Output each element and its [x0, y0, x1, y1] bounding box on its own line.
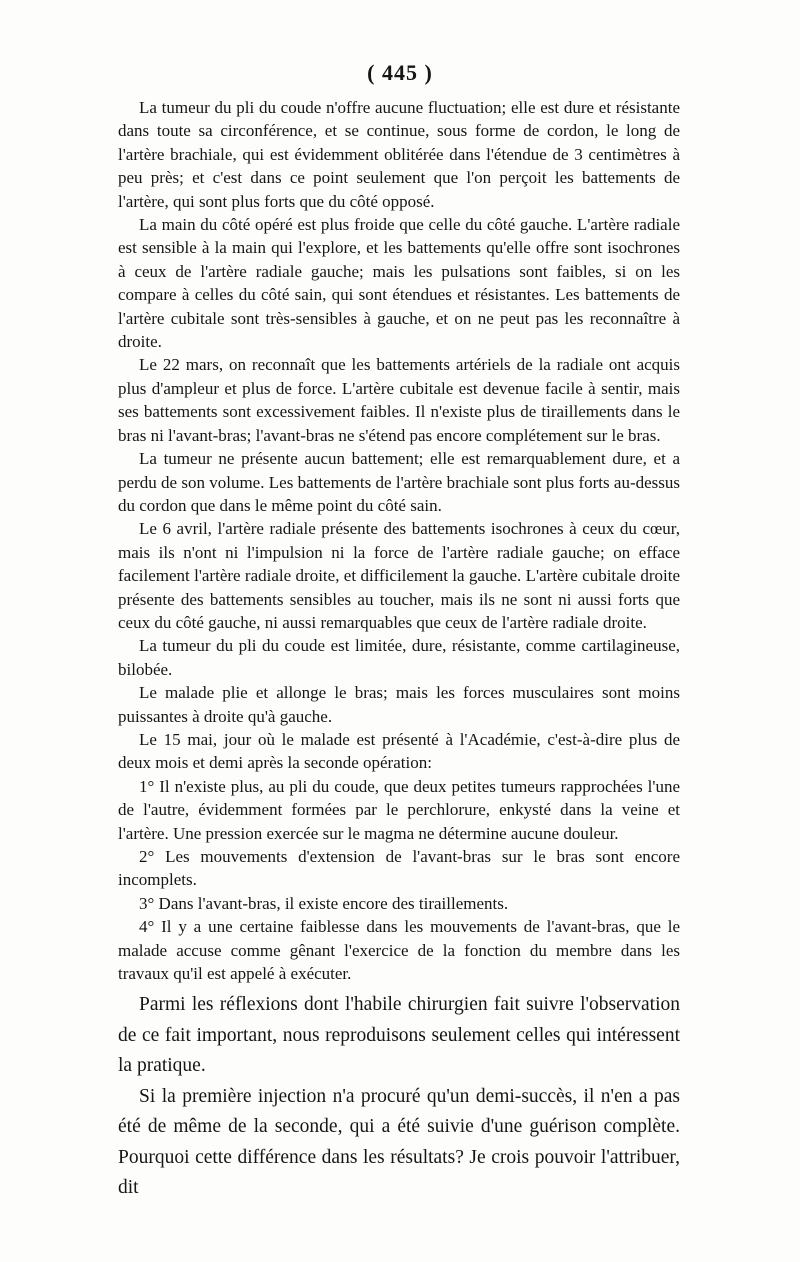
paragraph-may-15: Le 15 mai, jour où le malade est présenté à l'Académie, c'est-à-dire plus de deux mois et demi après la seconde opération:	[118, 729, 680, 773]
paragraph-april-6: Le 6 avril, l'artère radiale présente des battements isochrones à ceux du cœur, mais ils n'ont ni l'impulsion ni la force de l'artère radiale gauche; on efface facilement l'artère radiale droite, et difficilement la gauche. L'artère cubitale droite présente des battements sensibles au toucher, mais ils ne sont ni aussi forts que ceux du côté gauche, ni aussi remarquables que ceux de l'artère radiale droite.	[118, 519, 680, 632]
list-item-1: 1° Il n'existe plus, au pli du coude, que deux petites tumeurs rapprochées l'une de l'autre, évidemment formées par le perchlorure, enkysté dans la veine et l'artère. Une pression exercée sur le magma ne détermine aucune douleur.	[118, 776, 680, 843]
page-number: ( 445 )	[367, 60, 433, 85]
paragraph-first-injection: Si la première injection n'a procuré qu'un demi-succès, il n'en a pas été de même de la seconde, qui a été suivie d'une guérison complète. Pourquoi cette différence dans les résultats? Je crois pouvoir l'attribuer, dit	[118, 1085, 680, 1198]
observation-text	[118, 96, 680, 985]
list-item-4: 4° Il y a une certaine faiblesse dans les mouvements de l'avant-bras, que le malade accuse comme gênant l'exercice de la fonction du membre dans les travaux qu'il est appelé à exécuter.	[118, 917, 680, 984]
paragraph-march-22: Le 22 mars, on reconnaît que les battements artériels de la radiale ont acquis plus d'ampleur et plus de force. L'artère cubitale est devenue facile à sentir, mais ses battements sont excessivement faibles. Il n'existe plus de tiraillements dans le bras ni l'avant-bras; l'avant-bras ne s'étend pas encore complétement sur le bras.	[118, 355, 680, 445]
commentary-text	[118, 990, 680, 1204]
paragraph-arm-movement: Le malade plie et allonge le bras; mais les forces musculaires sont moins puissantes à droite qu'à gauche.	[118, 683, 680, 726]
paragraph-reflections: Parmi les réflexions dont l'habile chirurgien fait suivre l'observation de ce fait important, nous reproduisons seulement celles qui intéressent la pratique.	[118, 994, 680, 1076]
paragraph-tumor-no-pulse: La tumeur ne présente aucun battement; elle est remarquablement dure, et a perdu de son volume. Les battements de l'artère brachiale sont plus forts au-dessus du cordon que dans le même point du côté sain.	[118, 449, 680, 515]
list-item-2: 2° Les mouvements d'extension de l'avant-bras sur le bras sont encore incomplets.	[118, 847, 680, 890]
paragraph-tumor-description: La tumeur du pli du coude n'offre aucune fluctuation; elle est dure et résistante dans toute sa circonférence, et se continue, sous forme de cordon, le long de l'artère brachiale, qui est évidemment oblitérée dans l'étendue de 3 centimètres à peu près; et c'est dans ce point seulement que l'on perçoit les battements de l'artère, qui sont plus forts que du côté opposé.	[118, 98, 680, 211]
paragraph-tumor-limited: La tumeur du pli du coude est limitée, dure, résistante, comme cartilagineuse, bilobée.	[118, 636, 680, 679]
paragraph-hand-temperature: La main du côté opéré est plus froide que celle du côté gauche. L'artère radiale est sensible à la main qui l'explore, et les battements qu'elle offre sont isochrones à ceux de l'artère radiale gauche; mais les pulsations sont faibles, si on les compare à celles du côté sain, qui sont étendues et résistantes. Les battements de l'artère cubitale sont très-sensibles à gauche, et on ne peut pas les reconnaître à droite.	[118, 215, 680, 352]
list-item-3: 3° Dans l'avant-bras, il existe encore des tiraillements.	[139, 893, 509, 913]
